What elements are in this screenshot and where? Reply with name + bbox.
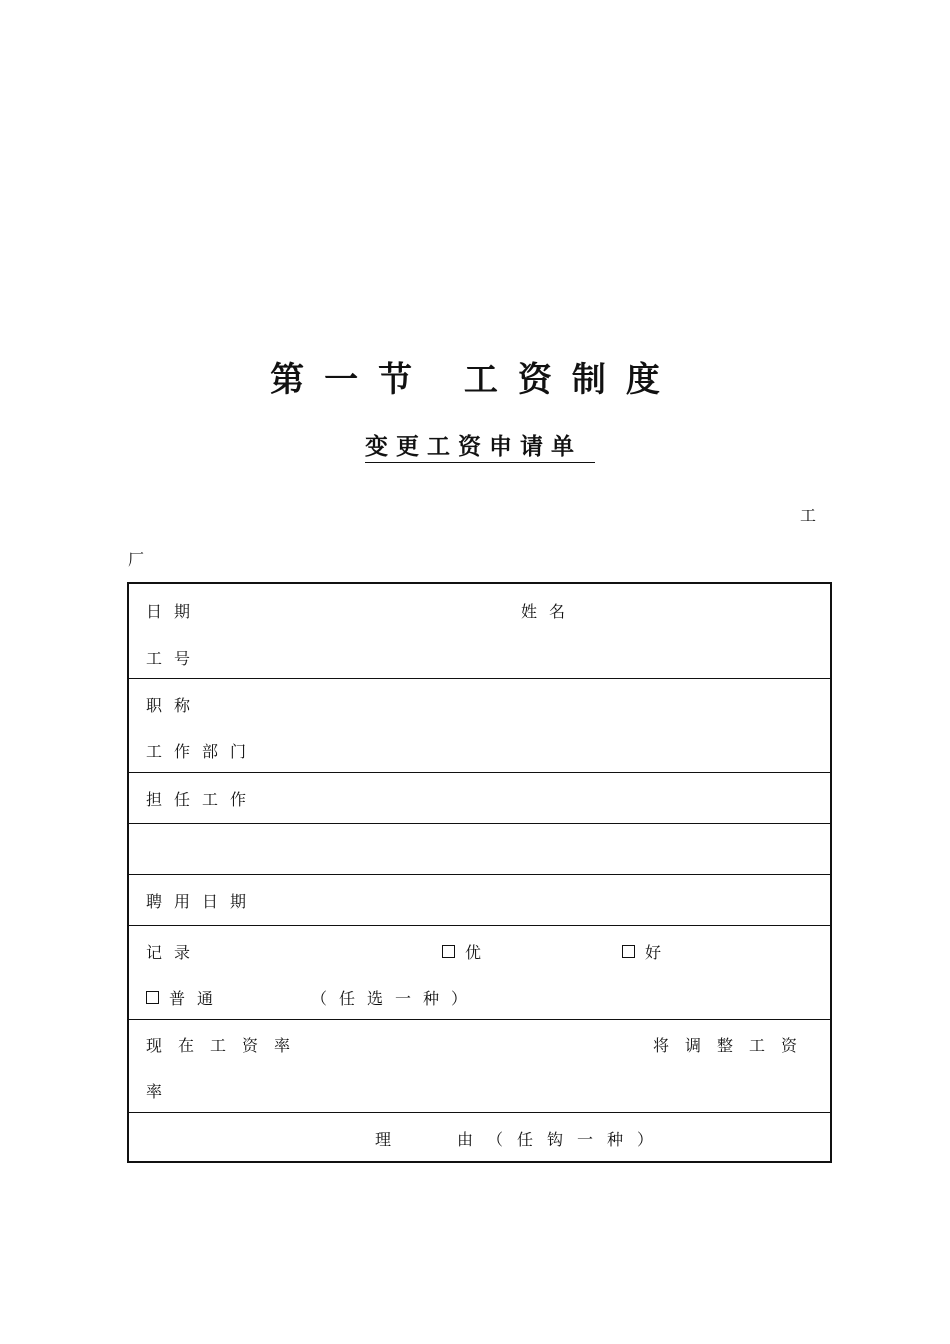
record-option-normal[interactable] [146,986,225,1009]
current-rate-label: 现在工资率 [146,1036,307,1055]
top-right-fragment: 工 [800,506,817,525]
checkbox-icon[interactable] [622,945,635,958]
reason-note: 由（任钩一种） [457,1130,668,1149]
record-label: 记录 [146,943,203,962]
row-divider [129,1019,830,1020]
employee-id-label: 工号 [146,649,203,668]
hire-date-label: 聘用日期 [146,892,259,911]
department-label: 工作部门 [146,742,259,761]
new-rate-label-cont: 率 [146,1082,175,1101]
section-title: 第一节 工资制度 [270,360,680,400]
record-option-label: 好 [645,943,674,962]
left-fragment: 厂 [128,550,145,569]
duty-label: 担任工作 [146,790,259,809]
checkbox-icon[interactable] [442,945,455,958]
record-option-excellent[interactable] [442,940,493,963]
new-rate-label: 将调整工资 [653,1036,814,1055]
record-note: （任选一种） [311,989,480,1008]
row-divider [129,1112,830,1113]
record-option-label: 优 [465,943,494,962]
row-divider [129,925,830,926]
name-label: 姓名 [521,602,578,621]
record-option-label: 普通 [169,989,226,1008]
row-divider [129,678,830,679]
date-label: 日期 [146,602,203,621]
salary-change-form [127,582,832,1163]
form-title: 变更工资申请单 [365,428,595,463]
row-divider [129,823,830,824]
row-divider [129,874,830,875]
row-divider [129,772,830,773]
checkbox-icon[interactable] [146,991,159,1004]
job-title-label: 职称 [146,696,203,715]
record-option-good[interactable] [622,940,673,963]
reason-label: 理 [375,1130,404,1149]
